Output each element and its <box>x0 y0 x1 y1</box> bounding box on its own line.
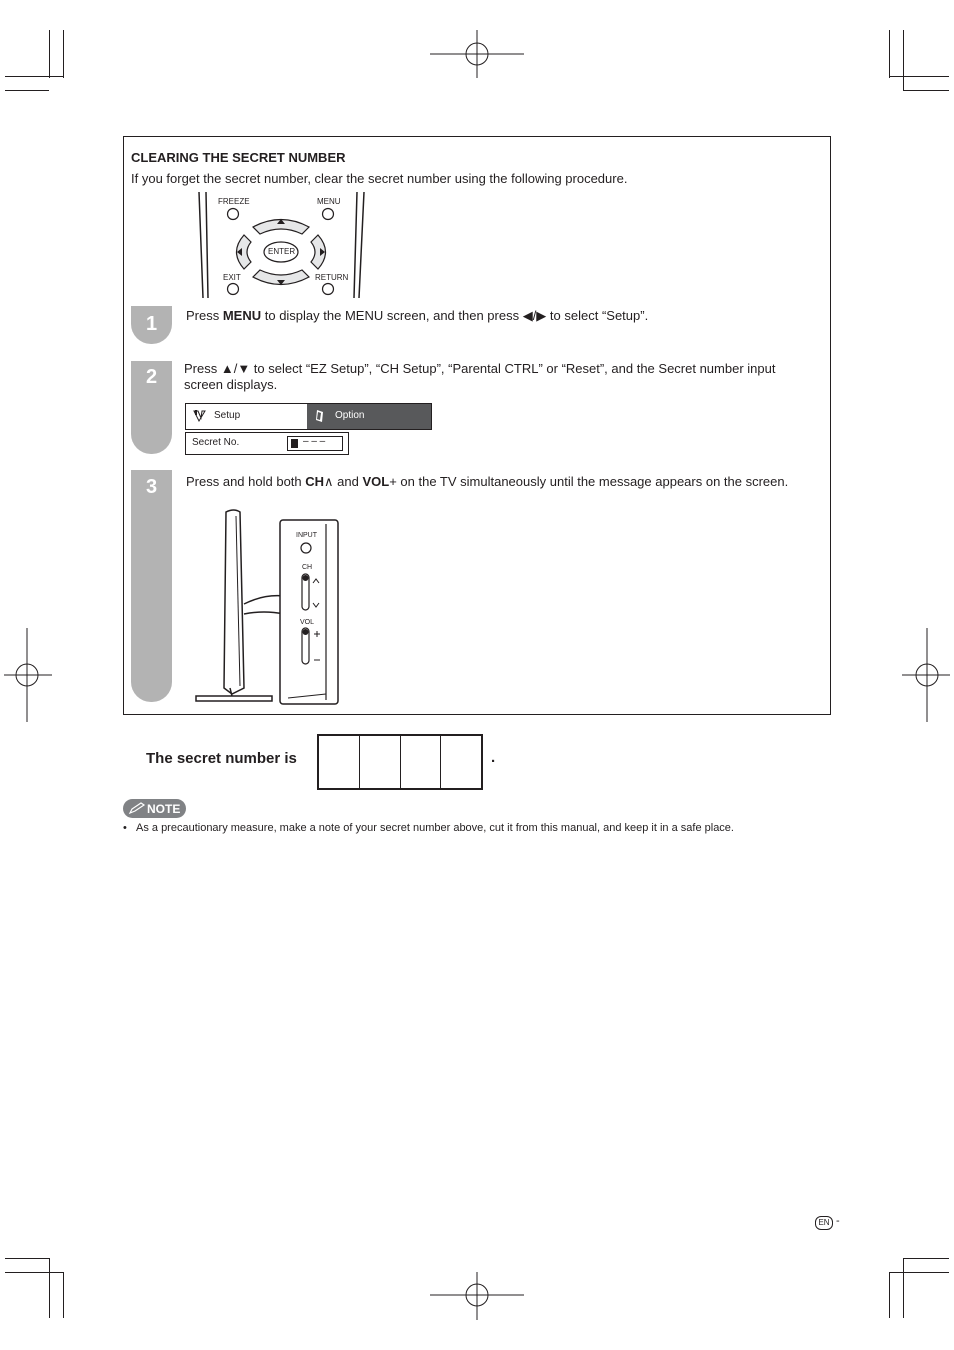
secret-digit-box <box>401 736 442 788</box>
registration-mark-right <box>902 628 950 722</box>
secret-number-input-row <box>185 432 349 455</box>
page-number-dash: - <box>836 1215 840 1227</box>
step-3-text: Press and hold both CH∧ and VOL+ on the TV simultaneously until the message appears on the screen. <box>186 474 789 489</box>
registration-mark-bottom <box>430 1272 524 1320</box>
remote-exit-label: EXIT <box>223 273 241 282</box>
tv-input-label: INPUT <box>296 532 317 539</box>
registration-mark-left <box>4 628 52 722</box>
secret-no-label: Secret No. <box>192 437 240 448</box>
step-3-number: 3 <box>145 476 158 498</box>
note-badge: NOTE <box>123 799 186 818</box>
secret-digit-box <box>360 736 401 788</box>
language-badge: EN <box>815 1216 833 1230</box>
step-1-number: 1 <box>145 313 158 335</box>
secret-cursor <box>291 439 298 448</box>
step-2-text: Press ▲/▼ to select “EZ Setup”, “CH Setup”, “Parental CTRL” or “Reset”, and the Secret number input screen displays. <box>184 361 776 392</box>
bullet-dot: • <box>123 822 127 834</box>
setup-icon <box>192 409 208 423</box>
step-1-text: Press MENU to display the MENU screen, and then press ◀/▶ to select “Setup”. <box>186 308 649 323</box>
secret-number-period: . <box>491 749 496 766</box>
remote-illustration <box>196 190 366 298</box>
secret-no-value: – – – <box>303 436 326 447</box>
note-bullet: • As a precautionary measure, make a note of your secret number above, cut it from this manual, and keep it in a safe place. <box>123 822 734 834</box>
step-2-tab <box>131 361 172 454</box>
secret-digit-box <box>441 736 481 788</box>
section-intro: If you forget the secret number, clear the secret number using the following procedure. <box>131 171 628 186</box>
pencil-icon <box>128 802 146 815</box>
step-1-tab <box>131 306 172 344</box>
section-title: CLEARING THE SECRET NUMBER <box>131 150 346 165</box>
tv-vol-label: VOL <box>300 619 315 626</box>
remote-return-label: RETURN <box>315 273 349 282</box>
secret-digit-box <box>319 736 360 788</box>
option-icon <box>315 409 325 423</box>
tv-side-illustration <box>194 508 344 708</box>
step-3-tab <box>131 470 172 702</box>
menu-tab-bar <box>185 403 432 430</box>
secret-number-boxes <box>317 734 483 790</box>
tv-ch-label: CH <box>302 564 313 571</box>
tab-setup: Setup <box>186 404 306 429</box>
secret-number-label: The secret number is <box>146 750 297 767</box>
remote-enter-label: ENTER <box>268 247 296 256</box>
remote-menu-label: MENU <box>317 197 341 206</box>
remote-freeze-label: FREEZE <box>218 197 250 206</box>
tab-option: Option <box>307 404 431 429</box>
secret-no-field <box>287 436 343 451</box>
step-2-number: 2 <box>145 366 158 388</box>
registration-mark-top <box>430 30 524 78</box>
